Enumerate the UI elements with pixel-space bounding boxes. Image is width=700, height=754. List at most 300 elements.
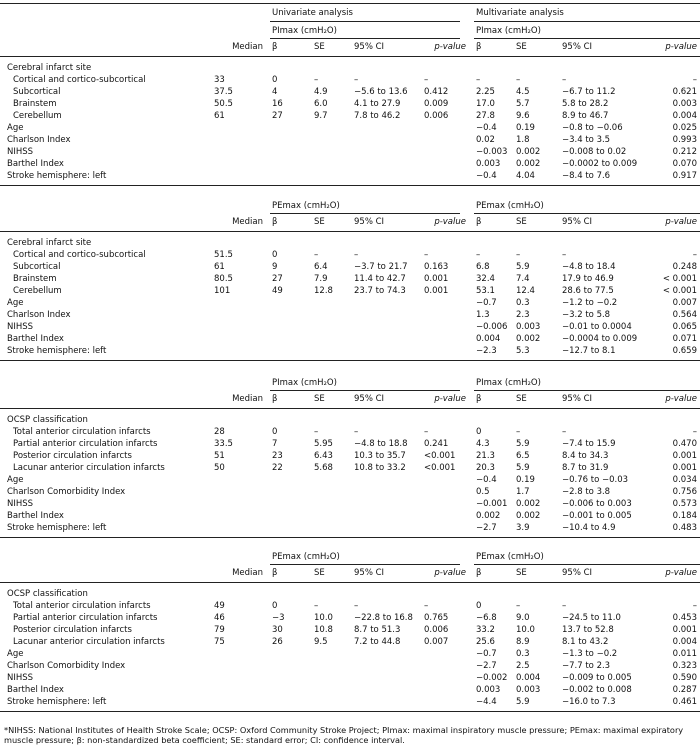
beta-value: −2.7 <box>476 661 497 671</box>
beta-value: −2.3 <box>476 346 497 356</box>
beta-value: 0 <box>272 601 278 611</box>
ci-value: 8.1 to 43.2 <box>562 637 609 647</box>
pvalue: 0.003 <box>672 99 697 109</box>
median-value: 61 <box>214 111 225 121</box>
pvalue: 0.025 <box>672 123 697 133</box>
ci-value: −0.008 to 0.02 <box>562 147 627 157</box>
se-value: 10.0 <box>516 625 535 635</box>
pvalue: 0.765 <box>424 613 449 623</box>
ci-value: −6.7 to 11.2 <box>562 87 616 97</box>
ci-value: −7.4 to 15.9 <box>562 439 616 449</box>
se-value: 1.7 <box>516 487 530 497</box>
pvalue: 0.483 <box>672 523 697 533</box>
beta-value: 1.3 <box>476 310 490 320</box>
beta-value: 30 <box>272 625 283 635</box>
pvalue: 0.001 <box>672 625 697 635</box>
beta-value: 0 <box>476 427 482 437</box>
pvalue: 0.993 <box>672 135 697 145</box>
measure-header: PEmax (cmH₂O) <box>476 201 544 211</box>
pvalue: 0.065 <box>672 322 697 332</box>
se-value: 6.4 <box>314 262 328 272</box>
se-value: – <box>516 427 521 437</box>
measure-header: PImax (cmH₂O) <box>272 26 337 36</box>
median-value: 33.5 <box>214 439 233 449</box>
median-value: 49 <box>214 601 225 611</box>
beta-value: 17.0 <box>476 99 495 109</box>
row-label: Posterior circulation infarcts <box>13 451 132 461</box>
ci-value: −3.4 to 3.5 <box>562 135 611 145</box>
median-value: 37.5 <box>214 87 233 97</box>
beta-header: β <box>272 217 278 227</box>
beta-value: 6.8 <box>476 262 490 272</box>
pvalue: 0.756 <box>672 487 697 497</box>
group-title: Cerebral infarct site <box>7 63 92 73</box>
pvalue: 0.287 <box>672 685 697 695</box>
ci-value: 28.6 to 77.5 <box>562 286 614 296</box>
covariate-label: NIHSS <box>7 147 34 157</box>
row-label: Cerebellum <box>13 286 62 296</box>
row-label: Subcortical <box>13 87 61 97</box>
measure-header: PImax (cmH₂O) <box>272 378 337 388</box>
pvalue: 0.412 <box>424 87 449 97</box>
beta-value: −0.006 <box>476 322 508 332</box>
ci-value: −0.006 to 0.003 <box>562 499 632 509</box>
median-value: 80.5 <box>214 274 233 284</box>
median-value: 46 <box>214 613 225 623</box>
beta-value: 0.004 <box>476 334 501 344</box>
ci-value: – <box>562 427 567 437</box>
pvalue: 0.009 <box>424 99 449 109</box>
pvalue: 0.212 <box>672 147 697 157</box>
pvalue: 0.659 <box>672 346 697 356</box>
ci-value: −7.7 to 2.3 <box>562 661 611 671</box>
pvalue: 0.917 <box>672 171 697 181</box>
pvalue: 0.070 <box>672 159 697 169</box>
se-value: 5.9 <box>516 439 530 449</box>
pvalue: 0.001 <box>672 451 697 461</box>
pvalue-header: p-value <box>665 217 697 227</box>
se-value: 5.9 <box>516 697 530 707</box>
pvalue: – <box>424 601 429 611</box>
covariate-label: Barthel Index <box>7 334 64 344</box>
beta-value: 49 <box>272 286 283 296</box>
ci-value: −1.2 to −0.2 <box>562 298 618 308</box>
covariate-label: NIHSS <box>7 673 34 683</box>
beta-value: −3 <box>272 613 285 623</box>
pvalue: 0.004 <box>672 111 697 121</box>
table-footnote: *NIHSS: National Institutes of Health Stroke Scale; OCSP: Oxford Community Stroke Project; PImax: maximal inspiratory muscle pressure; PEmax: maximal expiratory muscle pressure; β: non-standardized beta coefficient; SE: standard error; CI: confidence interval. <box>4 725 684 745</box>
ci-header: 95% CI <box>354 568 385 578</box>
ci-value: 8.9 to 46.7 <box>562 111 609 121</box>
row-label: Subcortical <box>13 262 61 272</box>
ci-value: – <box>562 250 567 260</box>
section-end-rule <box>0 537 700 538</box>
row-label: Cortical and cortico-subcortical <box>13 250 146 260</box>
se-header: SE <box>516 42 527 52</box>
covariate-label: NIHSS <box>7 322 34 332</box>
beta-value: −0.4 <box>476 123 497 133</box>
beta-value: 20.3 <box>476 463 495 473</box>
pvalue-header: p-value <box>665 42 697 52</box>
beta-value: 27 <box>272 111 283 121</box>
beta-value: 22 <box>272 463 283 473</box>
section-end-rule <box>0 185 700 186</box>
se-value: 4.5 <box>516 87 530 97</box>
se-value: 12.8 <box>314 286 333 296</box>
median-value: 79 <box>214 625 225 635</box>
ci-value: – <box>562 601 567 611</box>
se-value: – <box>516 250 521 260</box>
beta-value: −0.7 <box>476 298 497 308</box>
beta-value: 26 <box>272 637 283 647</box>
ci-value: −5.6 to 13.6 <box>354 87 408 97</box>
ci-value: 4.1 to 27.9 <box>354 99 401 109</box>
covariate-label: Charlson Comorbidity Index <box>7 661 126 671</box>
beta-value: – <box>476 250 481 260</box>
pvalue: 0.461 <box>672 697 697 707</box>
pvalue: 0.001 <box>672 463 697 473</box>
pvalue: 0.007 <box>424 637 449 647</box>
ci-value: −0.76 to −0.03 <box>562 475 629 485</box>
pvalue-header: p-value <box>434 394 466 404</box>
ci-header: 95% CI <box>562 217 593 227</box>
ci-value: −4.8 to 18.4 <box>562 262 616 272</box>
beta-value: 33.2 <box>476 625 495 635</box>
beta-value: 9 <box>272 262 278 272</box>
beta-value: 53.1 <box>476 286 495 296</box>
se-value: 6.5 <box>516 451 530 461</box>
header-rule <box>0 408 700 409</box>
beta-value: 0 <box>272 427 278 437</box>
pvalue-header: p-value <box>665 394 697 404</box>
median-value: 75 <box>214 637 225 647</box>
covariate-label: Stroke hemisphere: left <box>7 697 107 707</box>
beta-value: −0.002 <box>476 673 508 683</box>
se-value: 10.8 <box>314 625 333 635</box>
group-title: OCSP classification <box>7 415 88 425</box>
beta-value: −0.4 <box>476 171 497 181</box>
pvalue: – <box>424 75 429 85</box>
se-value: – <box>314 601 319 611</box>
row-label: Brainstem <box>13 99 57 109</box>
se-header: SE <box>314 42 325 52</box>
covariate-label: Age <box>7 298 24 308</box>
pvalue: 0.470 <box>672 439 697 449</box>
beta-value: −0.001 <box>476 499 508 509</box>
beta-value: 0 <box>272 250 278 260</box>
pvalue-header: p-value <box>434 42 466 52</box>
pvalue: 0.241 <box>424 439 449 449</box>
ci-header: 95% CI <box>354 217 385 227</box>
pvalue: 0.007 <box>672 298 697 308</box>
covariate-label: Barthel Index <box>7 685 64 695</box>
covariate-label: Age <box>7 123 24 133</box>
beta-value: 0.003 <box>476 685 501 695</box>
beta-value: 0.002 <box>476 511 501 521</box>
pvalue: – <box>692 427 697 437</box>
se-header: SE <box>516 217 527 227</box>
se-value: 0.002 <box>516 499 541 509</box>
beta-value: −2.7 <box>476 523 497 533</box>
beta-header: β <box>476 394 482 404</box>
se-value: 9.5 <box>314 637 328 647</box>
ci-value: 13.7 to 52.8 <box>562 625 614 635</box>
ci-value: −12.7 to 8.1 <box>562 346 616 356</box>
pvalue: 0.184 <box>672 511 697 521</box>
ci-value: −0.8 to −0.06 <box>562 123 623 133</box>
beta-value: −4.4 <box>476 697 497 707</box>
ci-value: 8.7 to 31.9 <box>562 463 609 473</box>
se-value: 4.04 <box>516 171 535 181</box>
ci-value: −0.0004 to 0.009 <box>562 334 638 344</box>
univariate-rule <box>270 21 460 22</box>
se-value: 9.6 <box>516 111 530 121</box>
pvalue: – <box>424 250 429 260</box>
se-value: 3.9 <box>516 523 530 533</box>
ci-value: 7.8 to 46.2 <box>354 111 401 121</box>
measure-rule <box>474 213 700 214</box>
beta-header: β <box>476 568 482 578</box>
se-value: 6.43 <box>314 451 333 461</box>
se-value: 0.3 <box>516 298 530 308</box>
pvalue: 0.621 <box>672 87 697 97</box>
beta-value: 16 <box>272 99 283 109</box>
measure-rule <box>474 390 700 391</box>
se-value: 9.0 <box>516 613 530 623</box>
covariate-label: Charlson Index <box>7 310 71 320</box>
se-value: 0.003 <box>516 685 541 695</box>
header-rule <box>0 582 700 583</box>
section-end-rule <box>0 711 700 712</box>
row-label: Lacunar anterior circulation infarcts <box>13 463 165 473</box>
section-end-rule <box>0 360 700 361</box>
header-rule <box>0 56 700 57</box>
pvalue: 0.071 <box>672 334 697 344</box>
beta-value: −6.8 <box>476 613 497 623</box>
ci-header: 95% CI <box>562 394 593 404</box>
median-value: 51.5 <box>214 250 233 260</box>
row-label: Total anterior circulation infarcts <box>13 427 151 437</box>
se-value: 0.19 <box>516 123 535 133</box>
ci-value: – <box>354 75 359 85</box>
pvalue: 0.001 <box>424 274 449 284</box>
pvalue: 0.004 <box>672 637 697 647</box>
se-header: SE <box>314 394 325 404</box>
se-value: 2.3 <box>516 310 530 320</box>
se-value: 5.7 <box>516 99 530 109</box>
univariate-header: Univariate analysis <box>272 8 353 18</box>
se-value: 12.4 <box>516 286 535 296</box>
pvalue: – <box>692 250 697 260</box>
ci-value: −16.0 to 7.3 <box>562 697 616 707</box>
measure-rule <box>270 390 460 391</box>
ci-value: −0.001 to 0.005 <box>562 511 632 521</box>
se-value: 10.0 <box>314 613 333 623</box>
se-value: 0.002 <box>516 159 541 169</box>
beta-value: 7 <box>272 439 278 449</box>
ci-value: – <box>354 601 359 611</box>
multivariate-rule <box>474 21 700 22</box>
row-label: Total anterior circulation infarcts <box>13 601 151 611</box>
ci-value: −3.2 to 5.8 <box>562 310 611 320</box>
pvalue: 0.034 <box>672 475 697 485</box>
covariate-label: Stroke hemisphere: left <box>7 171 107 181</box>
pvalue: 0.573 <box>672 499 697 509</box>
pvalue: 0.564 <box>672 310 697 320</box>
beta-value: 32.4 <box>476 274 495 284</box>
median-header: Median <box>232 568 263 578</box>
se-value: 0.19 <box>516 475 535 485</box>
se-value: 5.3 <box>516 346 530 356</box>
pvalue: 0.006 <box>424 111 449 121</box>
pvalue-header: p-value <box>665 568 697 578</box>
median-header: Median <box>232 394 263 404</box>
beta-value: 21.3 <box>476 451 495 461</box>
row-label: Posterior circulation infarcts <box>13 625 132 635</box>
ci-header: 95% CI <box>562 42 593 52</box>
se-value: 0.3 <box>516 649 530 659</box>
pvalue: – <box>424 427 429 437</box>
ci-value: −1.3 to −0.2 <box>562 649 618 659</box>
covariate-label: NIHSS <box>7 499 34 509</box>
covariate-label: Stroke hemisphere: left <box>7 523 107 533</box>
ci-value: 17.9 to 46.9 <box>562 274 614 284</box>
beta-header: β <box>272 42 278 52</box>
beta-header: β <box>476 217 482 227</box>
ci-value: −4.8 to 18.8 <box>354 439 408 449</box>
measure-rule <box>474 38 700 39</box>
covariate-label: Stroke hemisphere: left <box>7 346 107 356</box>
measure-header: PEmax (cmH₂O) <box>476 552 544 562</box>
ci-value: −0.002 to 0.008 <box>562 685 632 695</box>
beta-header: β <box>272 568 278 578</box>
pvalue: 0.163 <box>424 262 449 272</box>
se-value: 0.002 <box>516 147 541 157</box>
se-value: 1.8 <box>516 135 530 145</box>
measure-rule <box>270 38 460 39</box>
row-label: Lacunar anterior circulation infarcts <box>13 637 165 647</box>
median-value: 51 <box>214 451 225 461</box>
se-value: – <box>314 427 319 437</box>
se-value: – <box>516 601 521 611</box>
beta-value: 2.25 <box>476 87 495 97</box>
beta-header: β <box>476 42 482 52</box>
beta-value: 0.5 <box>476 487 490 497</box>
se-value: – <box>314 75 319 85</box>
beta-value: 27.8 <box>476 111 495 121</box>
se-header: SE <box>314 217 325 227</box>
pvalue: 0.323 <box>672 661 697 671</box>
ci-value: −24.5 to 11.0 <box>562 613 621 623</box>
beta-value: 0.003 <box>476 159 501 169</box>
ci-value: −0.01 to 0.0004 <box>562 322 632 332</box>
measure-rule <box>474 564 700 565</box>
median-value: 101 <box>214 286 231 296</box>
se-value: 4.9 <box>314 87 328 97</box>
se-value: 5.68 <box>314 463 333 473</box>
se-value: – <box>516 75 521 85</box>
beta-value: 0 <box>476 601 482 611</box>
se-value: 5.9 <box>516 463 530 473</box>
median-value: 33 <box>214 75 225 85</box>
ci-value: 10.8 to 33.2 <box>354 463 406 473</box>
ci-value: −0.009 to 0.005 <box>562 673 632 683</box>
covariate-label: Barthel Index <box>7 511 64 521</box>
ci-value: – <box>562 75 567 85</box>
se-value: 0.003 <box>516 322 541 332</box>
ci-value: – <box>354 427 359 437</box>
ci-value: −0.0002 to 0.009 <box>562 159 638 169</box>
measure-header: PImax (cmH₂O) <box>476 378 541 388</box>
median-header: Median <box>232 217 263 227</box>
pvalue: – <box>692 601 697 611</box>
ci-value: 11.4 to 42.7 <box>354 274 406 284</box>
pvalue-header: p-value <box>434 217 466 227</box>
median-value: 50 <box>214 463 225 473</box>
beta-value: 27 <box>272 274 283 284</box>
ci-value: 7.2 to 44.8 <box>354 637 401 647</box>
ci-value: −8.4 to 7.6 <box>562 171 611 181</box>
pvalue: 0.006 <box>424 625 449 635</box>
measure-header: PImax (cmH₂O) <box>476 26 541 36</box>
ci-value: 23.7 to 74.3 <box>354 286 406 296</box>
pvalue: < 0.001 <box>662 274 697 284</box>
row-label: Partial anterior circulation infarcts <box>13 439 158 449</box>
ci-value: −3.7 to 21.7 <box>354 262 408 272</box>
row-label: Partial anterior circulation infarcts <box>13 613 158 623</box>
pvalue: <0.001 <box>424 451 456 461</box>
beta-value: −0.4 <box>476 475 497 485</box>
top-rule <box>0 3 700 4</box>
row-label: Brainstem <box>13 274 57 284</box>
row-label: Cerebellum <box>13 111 62 121</box>
ci-value: 5.8 to 28.2 <box>562 99 609 109</box>
group-title: OCSP classification <box>7 589 88 599</box>
beta-value: 4.3 <box>476 439 490 449</box>
median-value: 50.5 <box>214 99 233 109</box>
pvalue-header: p-value <box>434 568 466 578</box>
ci-value: 8.4 to 34.3 <box>562 451 609 461</box>
measure-rule <box>270 213 460 214</box>
se-value: 0.004 <box>516 673 541 683</box>
median-value: 61 <box>214 262 225 272</box>
se-header: SE <box>516 394 527 404</box>
se-value: 9.7 <box>314 111 328 121</box>
pvalue: < 0.001 <box>662 286 697 296</box>
measure-rule <box>270 564 460 565</box>
measure-header: PEmax (cmH₂O) <box>272 552 340 562</box>
measure-header: PEmax (cmH₂O) <box>272 201 340 211</box>
se-value: 7.9 <box>314 274 328 284</box>
beta-value: −0.003 <box>476 147 508 157</box>
pvalue: 0.011 <box>672 649 697 659</box>
beta-value: −0.7 <box>476 649 497 659</box>
se-value: 7.4 <box>516 274 530 284</box>
beta-value: 4 <box>272 87 278 97</box>
row-label: Cortical and cortico-subcortical <box>13 75 146 85</box>
se-value: – <box>314 250 319 260</box>
covariate-label: Charlson Index <box>7 135 71 145</box>
beta-header: β <box>272 394 278 404</box>
beta-value: 0 <box>272 75 278 85</box>
se-value: 5.95 <box>314 439 333 449</box>
se-value: 6.0 <box>314 99 328 109</box>
se-value: 2.5 <box>516 661 530 671</box>
pvalue: 0.590 <box>672 673 697 683</box>
se-header: SE <box>516 568 527 578</box>
ci-value: −22.8 to 16.8 <box>354 613 413 623</box>
ci-value: −10.4 to 4.9 <box>562 523 616 533</box>
